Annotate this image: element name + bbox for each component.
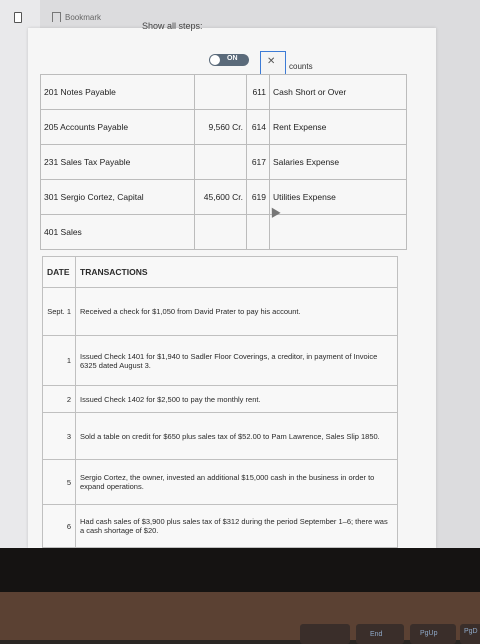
date-cell: 1 — [43, 336, 76, 386]
account-cell: Utilities Expense — [270, 180, 407, 215]
table-row — [43, 505, 398, 548]
show-all-steps-label: Show all steps: — [142, 21, 203, 31]
date-cell: 3 — [43, 413, 76, 460]
table-row — [41, 110, 407, 145]
account-number-cell — [247, 215, 270, 250]
collapse-button[interactable] — [260, 51, 286, 75]
pgup-key-label: PgUp — [420, 630, 438, 637]
transactions-table — [42, 256, 398, 548]
account-cell: Rent Expense — [270, 110, 407, 145]
laptop-keyboard — [0, 592, 480, 640]
transaction-cell: Issued Check 1402 for $2,500 to pay the monthly rent. — [76, 386, 398, 413]
account-number-cell: 619 — [247, 180, 270, 215]
account-number-cell: 617 — [247, 145, 270, 180]
transaction-cell: Issued Check 1401 for $1,940 to Sadler Floor Coverings, a creditor, in payment of Invoice 6325 dated August 3. — [76, 336, 398, 386]
table-row — [41, 75, 407, 110]
date-cell: Sept. 1 — [43, 288, 76, 336]
chart-of-accounts-table — [40, 74, 407, 250]
bookmark-label: Bookmark — [65, 12, 102, 22]
laptop-bezel — [0, 548, 480, 592]
account-cell: 301 Sergio Cortez, Capital — [41, 180, 195, 215]
account-cell: 401 Sales — [41, 215, 195, 250]
transaction-cell: Had cash sales of $3,900 plus sales tax of $312 during the period September 1–6; there was a cash shortage of $20. — [76, 505, 398, 548]
table-row — [43, 386, 398, 413]
account-cell: 201 Notes Payable — [41, 75, 195, 110]
balance-cell — [195, 75, 247, 110]
toggle-knob — [210, 55, 220, 65]
account-cell — [270, 215, 407, 250]
bookmark-icon — [52, 12, 61, 22]
balance-cell: 9,560 Cr. — [195, 110, 247, 145]
transaction-cell: Received a check for $1,050 from David Prater to pay his account. — [76, 288, 398, 336]
balance-cell — [195, 215, 247, 250]
show-all-steps-toggle[interactable] — [209, 54, 249, 66]
account-cell: Salaries Expense — [270, 145, 407, 180]
accounts-header-fragment: counts — [289, 62, 313, 71]
end-key-label: End — [370, 631, 383, 638]
table-row — [41, 180, 407, 215]
keyboard-key — [300, 624, 350, 644]
table-row — [43, 460, 398, 505]
page-thumbnail-icon[interactable] — [14, 12, 22, 23]
table-row — [43, 413, 398, 460]
table-row — [41, 215, 407, 250]
date-cell: 2 — [43, 386, 76, 413]
account-cell: 231 Sales Tax Payable — [41, 145, 195, 180]
transactions-header: TRANSACTIONS — [76, 257, 398, 288]
transaction-cell: Sold a table on credit for $650 plus sales tax of $52.00 to Pam Lawrence, Sales Slip 1850. — [76, 413, 398, 460]
table-header-row — [43, 257, 398, 288]
collapse-icon: ✕ — [267, 56, 276, 67]
date-cell: 6 — [43, 505, 76, 548]
balance-cell: 45,600 Cr. — [195, 180, 247, 215]
table-row — [43, 336, 398, 386]
pgdn-key-label: PgD — [464, 628, 478, 635]
transaction-cell: Sergio Cortez, the owner, invested an additional $15,000 cash in the business in order to expand operations. — [76, 460, 398, 505]
bookmark-button[interactable] — [52, 12, 101, 22]
toggle-label: ON — [227, 55, 238, 62]
account-number-cell: 614 — [247, 110, 270, 145]
account-cell: Cash Short or Over — [270, 75, 407, 110]
date-header: DATE — [43, 257, 76, 288]
account-number-cell: 611 — [247, 75, 270, 110]
table-row — [41, 145, 407, 180]
account-cell: 205 Accounts Payable — [41, 110, 195, 145]
date-cell: 5 — [43, 460, 76, 505]
balance-cell — [195, 145, 247, 180]
table-row — [43, 288, 398, 336]
